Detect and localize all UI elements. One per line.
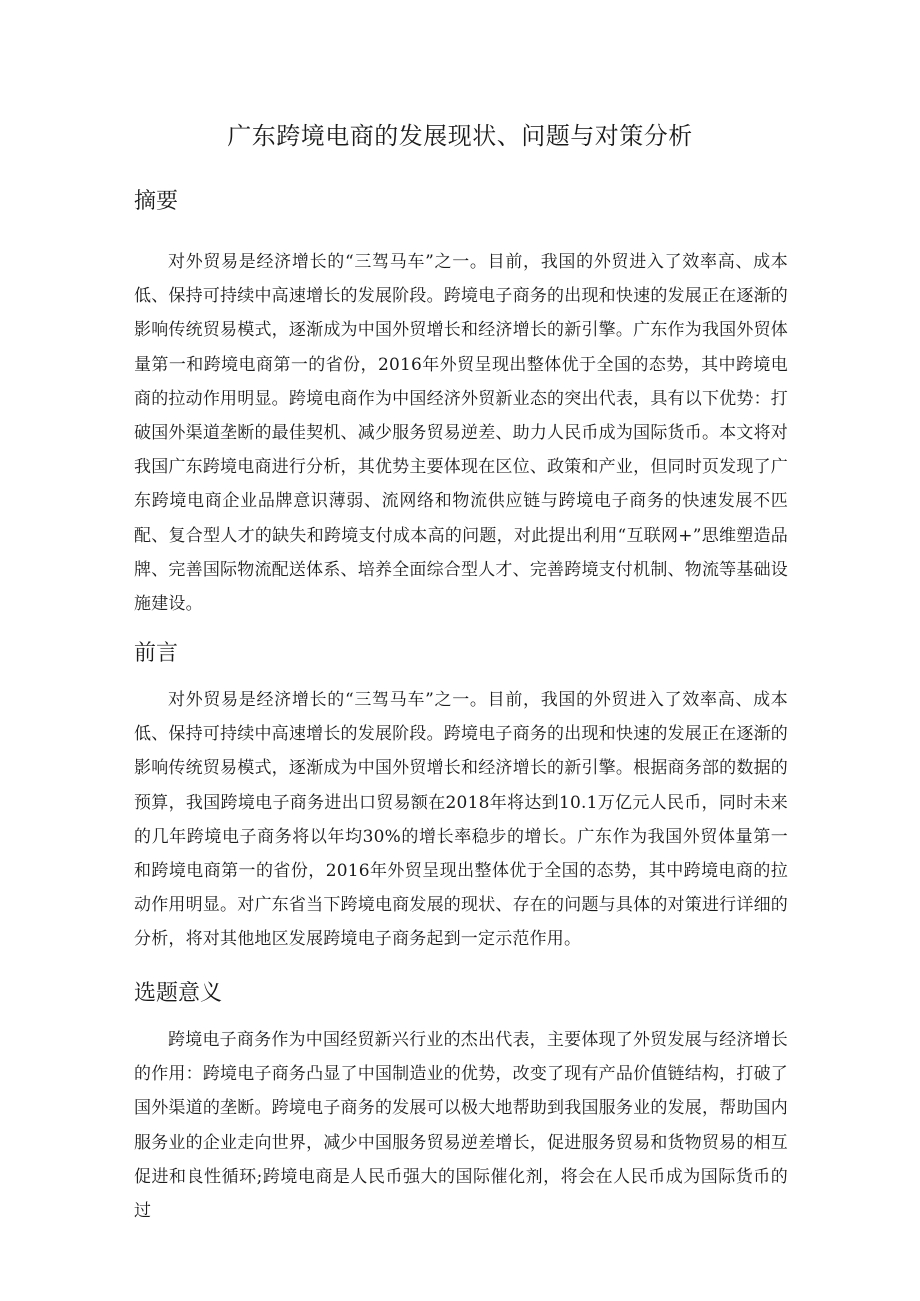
section-heading-preface: 前言 [134, 641, 179, 666]
document-title: 广东跨境电商的发展现状、问题与对策分析 [227, 122, 693, 150]
section-body-preface: 对外贸易是经济增长的“三驾马车”之一。目前，我国的外贸进入了效率高、成本低、保持可持续中高速增长的发展阶段。跨境电子商务的出现和快速的发展正在逐渐的影响传统贸易模式，逐渐成为中国外贸增长和经济增长的新引擎。根据商务部的数据的预算，我国跨境电子商务进出口贸易额在2018年将达到10.1万亿元人民币，同时未来的几年跨境电子商务将以年均30%的增长率稳步的增长。广东作为我国外贸体量第一和跨境电商第一的省份，2016年外贸呈现出整体优于全国的态势，其中跨境电商的拉动作用明显。对广东省当下跨境电商发展的现状、存在的问题与具体的对策进行详细的分析，将对其他地区发展跨境电子商务起到一定示范作用。 [134, 690, 788, 950]
section-heading-significance: 选题意义 [134, 981, 223, 1006]
section-body-abstract: 对外贸易是经济增长的“三驾马车”之一。目前，我国的外贸进入了效率高、成本低、保持可持续中高速增长的发展阶段。跨境电子商务的出现和快速的发展正在逐渐的影响传统贸易模式，逐渐成为中国外贸增长和经济增长的新引擎。广东作为我国外贸体量第一和跨境电商第一的省份，2016年外贸呈现出整体优于全国的态势，其中跨境电商的拉动作用明显。跨境电商作为中国经济外贸新业态的突出代表，具有以下优势：打破国外渠道垄断的最佳契机、减少服务贸易逆差、助力人民币成为国际货币。本文将对我国广东跨境电商进行分析，其优势主要体现在区位、政策和产业，但同时页发现了广东跨境电商企业品牌意识薄弱、流网络和物流供应链与跨境电子商务的快速发展不匹配、复合型人才的缺失和跨境支付成本高的问题，对此提出利用“互联网+”思维塑造品牌、完善国际物流配送体系、培养全面综合型人才、完善跨境支付机制、物流等基础设施建设。 [134, 252, 788, 615]
section-body-significance: 跨境电子商务作为中国经贸新兴行业的杰出代表，主要体现了外贸发展与经济增长的作用：跨境电子商务凸显了中国制造业的优势，改变了现有产品价值链结构，打破了国外渠道的垄断。跨境电子商务的发展可以极大地帮助到我国服务业的发展，帮助国内服务业的企业走向世界，减少中国服务贸易逆差增长，促进服务贸易和货物贸易的相互促进和良性循环;跨境电商是人民币强大的国际催化剂，将会在人民币成为国际货币的过 [134, 1030, 788, 1222]
section-heading-abstract: 摘要 [134, 189, 179, 214]
